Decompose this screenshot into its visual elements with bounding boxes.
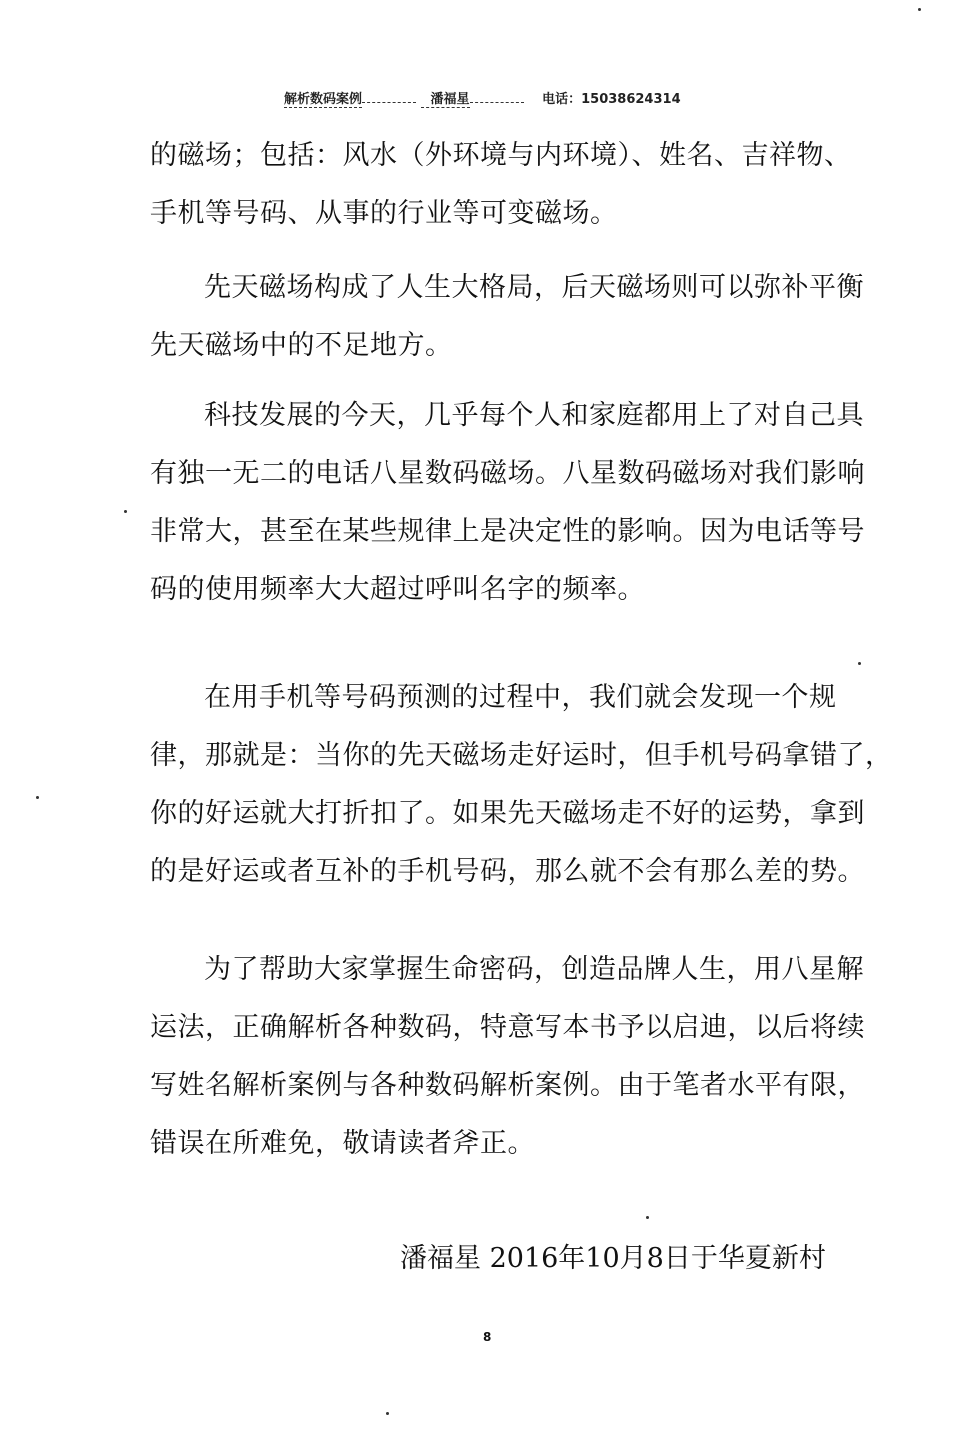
text-line: 错误在所难免，敬请读者斧正。 bbox=[150, 1128, 535, 1159]
scan-speck bbox=[858, 662, 861, 665]
text-line: 写姓名解析案例与各种数码解析案例。由于笔者水平有限， bbox=[150, 1070, 865, 1101]
header-rule bbox=[470, 102, 524, 103]
text-line: 律，那就是：当你的先天磁场走好运时，但手机号码拿错了， bbox=[150, 740, 893, 771]
paragraph-1 bbox=[150, 127, 850, 243]
text-line: 运法，正确解析各种数码，特意写本书予以启迪，以后将续 bbox=[150, 1012, 865, 1043]
text-line: 先天磁场中的不足地方。 bbox=[150, 330, 453, 361]
header-author: 潘福星 bbox=[421, 88, 470, 108]
text-line: 科技发展的今天，几乎每个人和家庭都用上了对自己具 bbox=[204, 400, 864, 431]
header-phone-number: 15038624314 bbox=[581, 92, 681, 107]
text-line: 非常大，甚至在某些规律上是决定性的影响。因为电话等号 bbox=[150, 516, 865, 547]
text-line: 你的好运就大打折扣了。如果先天磁场走不好的运势，拿到 bbox=[150, 798, 865, 829]
scan-speck bbox=[386, 1412, 389, 1415]
text-line: 有独一无二的电话八星数码磁场。八星数码磁场对我们影响 bbox=[150, 458, 865, 489]
scan-speck bbox=[646, 1216, 649, 1219]
text-line: 先天磁场构成了人生大格局，后天磁场则可以弥补平衡 bbox=[204, 272, 864, 303]
page-number: 8 bbox=[483, 1330, 492, 1344]
scan-speck bbox=[36, 796, 39, 799]
paragraph-4 bbox=[150, 669, 893, 901]
text-line: 在用手机等号码预测的过程中，我们就会发现一个规 bbox=[204, 682, 837, 713]
scan-speck bbox=[918, 8, 921, 11]
header-title: 解析数码案例 bbox=[284, 88, 362, 108]
paragraph-3 bbox=[150, 387, 865, 619]
scan-speck bbox=[124, 510, 127, 513]
header-phone-label: 电话： bbox=[542, 92, 582, 107]
running-header bbox=[284, 88, 724, 108]
text-line: 码的使用频率大大超过呼叫名字的频率。 bbox=[150, 574, 645, 605]
text-line: 的磁场；包括：风水（外环境与内环境）、姓名、吉祥物、 bbox=[150, 140, 852, 171]
signature-line: 潘福星 2016年10月8日于华夏新村 bbox=[400, 1243, 826, 1274]
text-line: 为了帮助大家掌握生命密码，创造品牌人生，用八星解 bbox=[204, 954, 864, 985]
text-line: 手机等号码、从事的行业等可变磁场。 bbox=[150, 198, 618, 229]
paragraph-2 bbox=[150, 259, 864, 375]
text-line: 的是好运或者互补的手机号码，那么就不会有那么差的势。 bbox=[150, 856, 865, 887]
header-rule bbox=[362, 102, 416, 103]
paragraph-5 bbox=[150, 941, 865, 1173]
